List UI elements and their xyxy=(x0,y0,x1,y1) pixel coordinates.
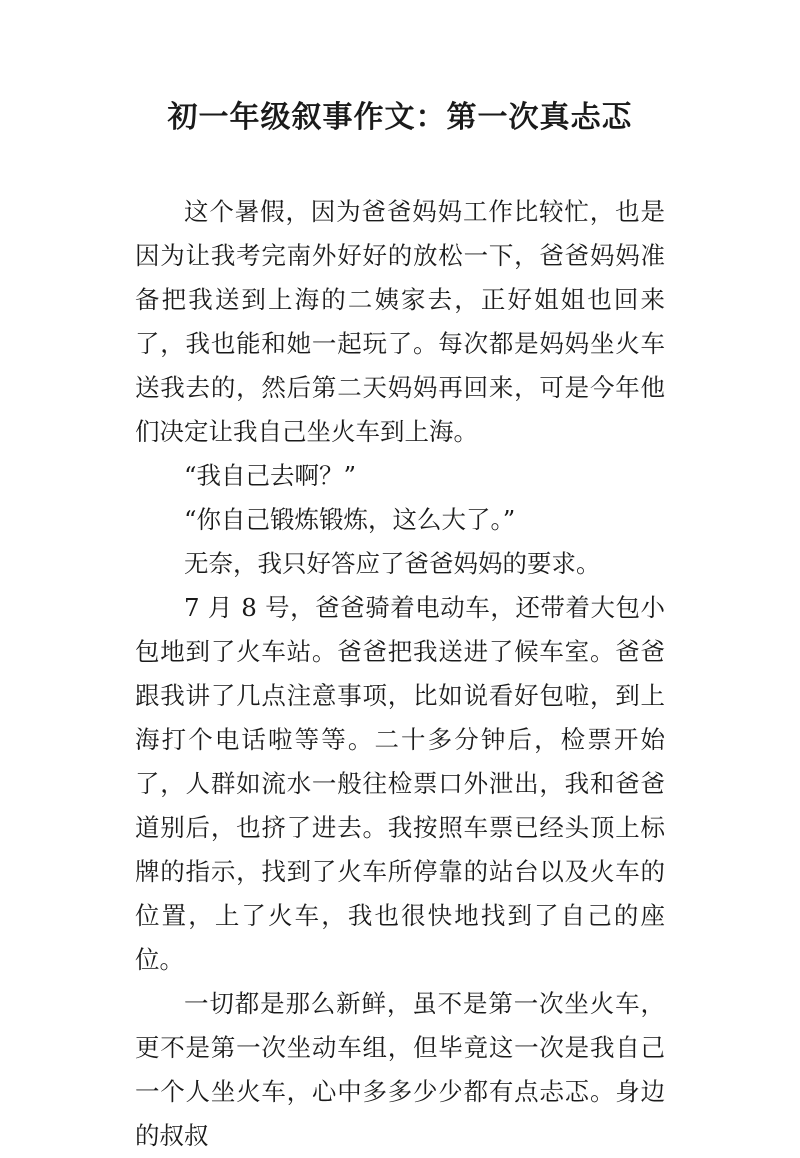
paragraph: “你自己锻炼锻炼，这么大了。” xyxy=(184,505,516,534)
paragraph: “我自己去啊？” xyxy=(184,461,357,490)
paragraph: 无奈，我只好答应了爸爸妈妈的要求。 xyxy=(184,549,601,578)
paragraph: 7 月 8 号，爸爸骑着电动车，还带着大包小包地到了火车站。爸爸把我送进了候车室。爸爸跟我讲了几点注意事项，比如说看好包啦，到上海打个电话啦等等。二十多分钟后，检票开始了，人群如流水一般往检票口外泄出，我和爸爸道别后，也挤了进去。我按照车票已经头顶上标牌的指示，找到了火车所停靠的站台以及火车的位置，上了火车，我也很快地找到了自己的座位。 xyxy=(135,593,665,974)
document-title: 初一年级叙事作文：第一次真忐忑 xyxy=(167,100,633,135)
document-body xyxy=(135,190,665,1158)
paragraph: 一切都是那么新鲜，虽不是第一次坐火车，更不是第一次坐动车组，但毕竟这一次是我自己一个人坐火车，心中多多少少都有点忐忑。身边的叔叔 xyxy=(135,989,665,1150)
paragraph: 这个暑假，因为爸爸妈妈工作比较忙，也是因为让我考完南外好好的放松一下，爸爸妈妈准备把我送到上海的二姨家去，正好姐姐也回来了，我也能和她一起玩了。每次都是妈妈坐火车送我去的，然后第二天妈妈再回来，可是今年他们决定让我自己坐火车到上海。 xyxy=(135,197,665,446)
